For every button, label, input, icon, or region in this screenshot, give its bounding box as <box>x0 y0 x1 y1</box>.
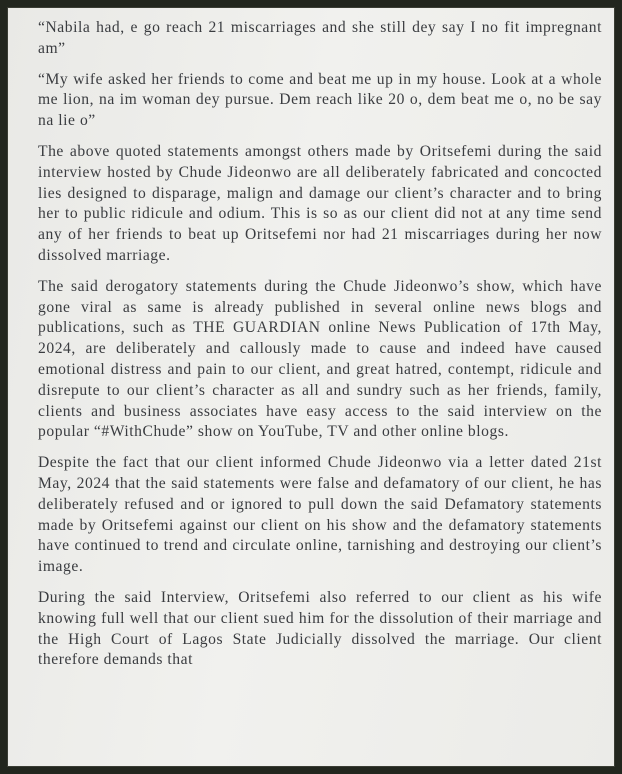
paragraph-marriage-dissolution: During the said Interview, Oritsefemi also referred to our client as his wife knowing full well that our client sued him for the dissolution of their marriage and the High Court of Lagos State Judicially dissolved the marriage. Our client therefore demands that <box>38 588 602 669</box>
document-body <box>32 18 602 681</box>
paragraph-letter-to-chude: Despite the fact that our client informed Chude Jideonwo via a letter dated 21st May, 2024 that the said statements were false and defamatory of our client, he has deliberately refused and or ignored to pull down the said Defamatory statements made by Oritsefemi against our client on his show and the defamatory statements have continued to trend and circulate online, tarnishing and destroying our client’s image. <box>38 454 602 576</box>
document-page <box>7 7 615 767</box>
quote-paragraph-2: “My wife asked her friends to come and beat me up in my house. Look at a whole me lion, na im woman dey pursue. Dem reach like 20 o, dem beat me o, no be say na lie o” <box>38 70 602 130</box>
paragraph-derogatory-statements: The said derogatory statements during the Chude Jideonwo’s show, which have gone viral as same is already published in several online news blogs and publications, such as THE GUARDIAN online News Publication of 17th May, 2024, are deliberately and callously made to cause and indeed have caused emotional distress and pain to our client, and great hatred, contempt, ridicule and disrepute to our client’s character as all and sundry such as her friends, family, clients and business associates have easy access to the said interview on the popular “#WithChude” show on YouTube, TV and other online blogs. <box>38 277 602 441</box>
quote-paragraph-1: “Nabila had, e go reach 21 miscarriages and she still dey say I no fit impregnant am” <box>38 19 602 57</box>
paragraph-statements-fabricated: The above quoted statements amongst others made by Oritsefemi during the said interview hosted by Chude Jideonwo are all deliberately fabricated and concocted lies designed to disparage, malign and damage our client’s character and to bring her to public ridicule and odium. This is so as our client did not at any time send any of her friends to beat up Oritsefemi nor had 21 miscarriages during her now dissolved marriage. <box>38 142 602 264</box>
